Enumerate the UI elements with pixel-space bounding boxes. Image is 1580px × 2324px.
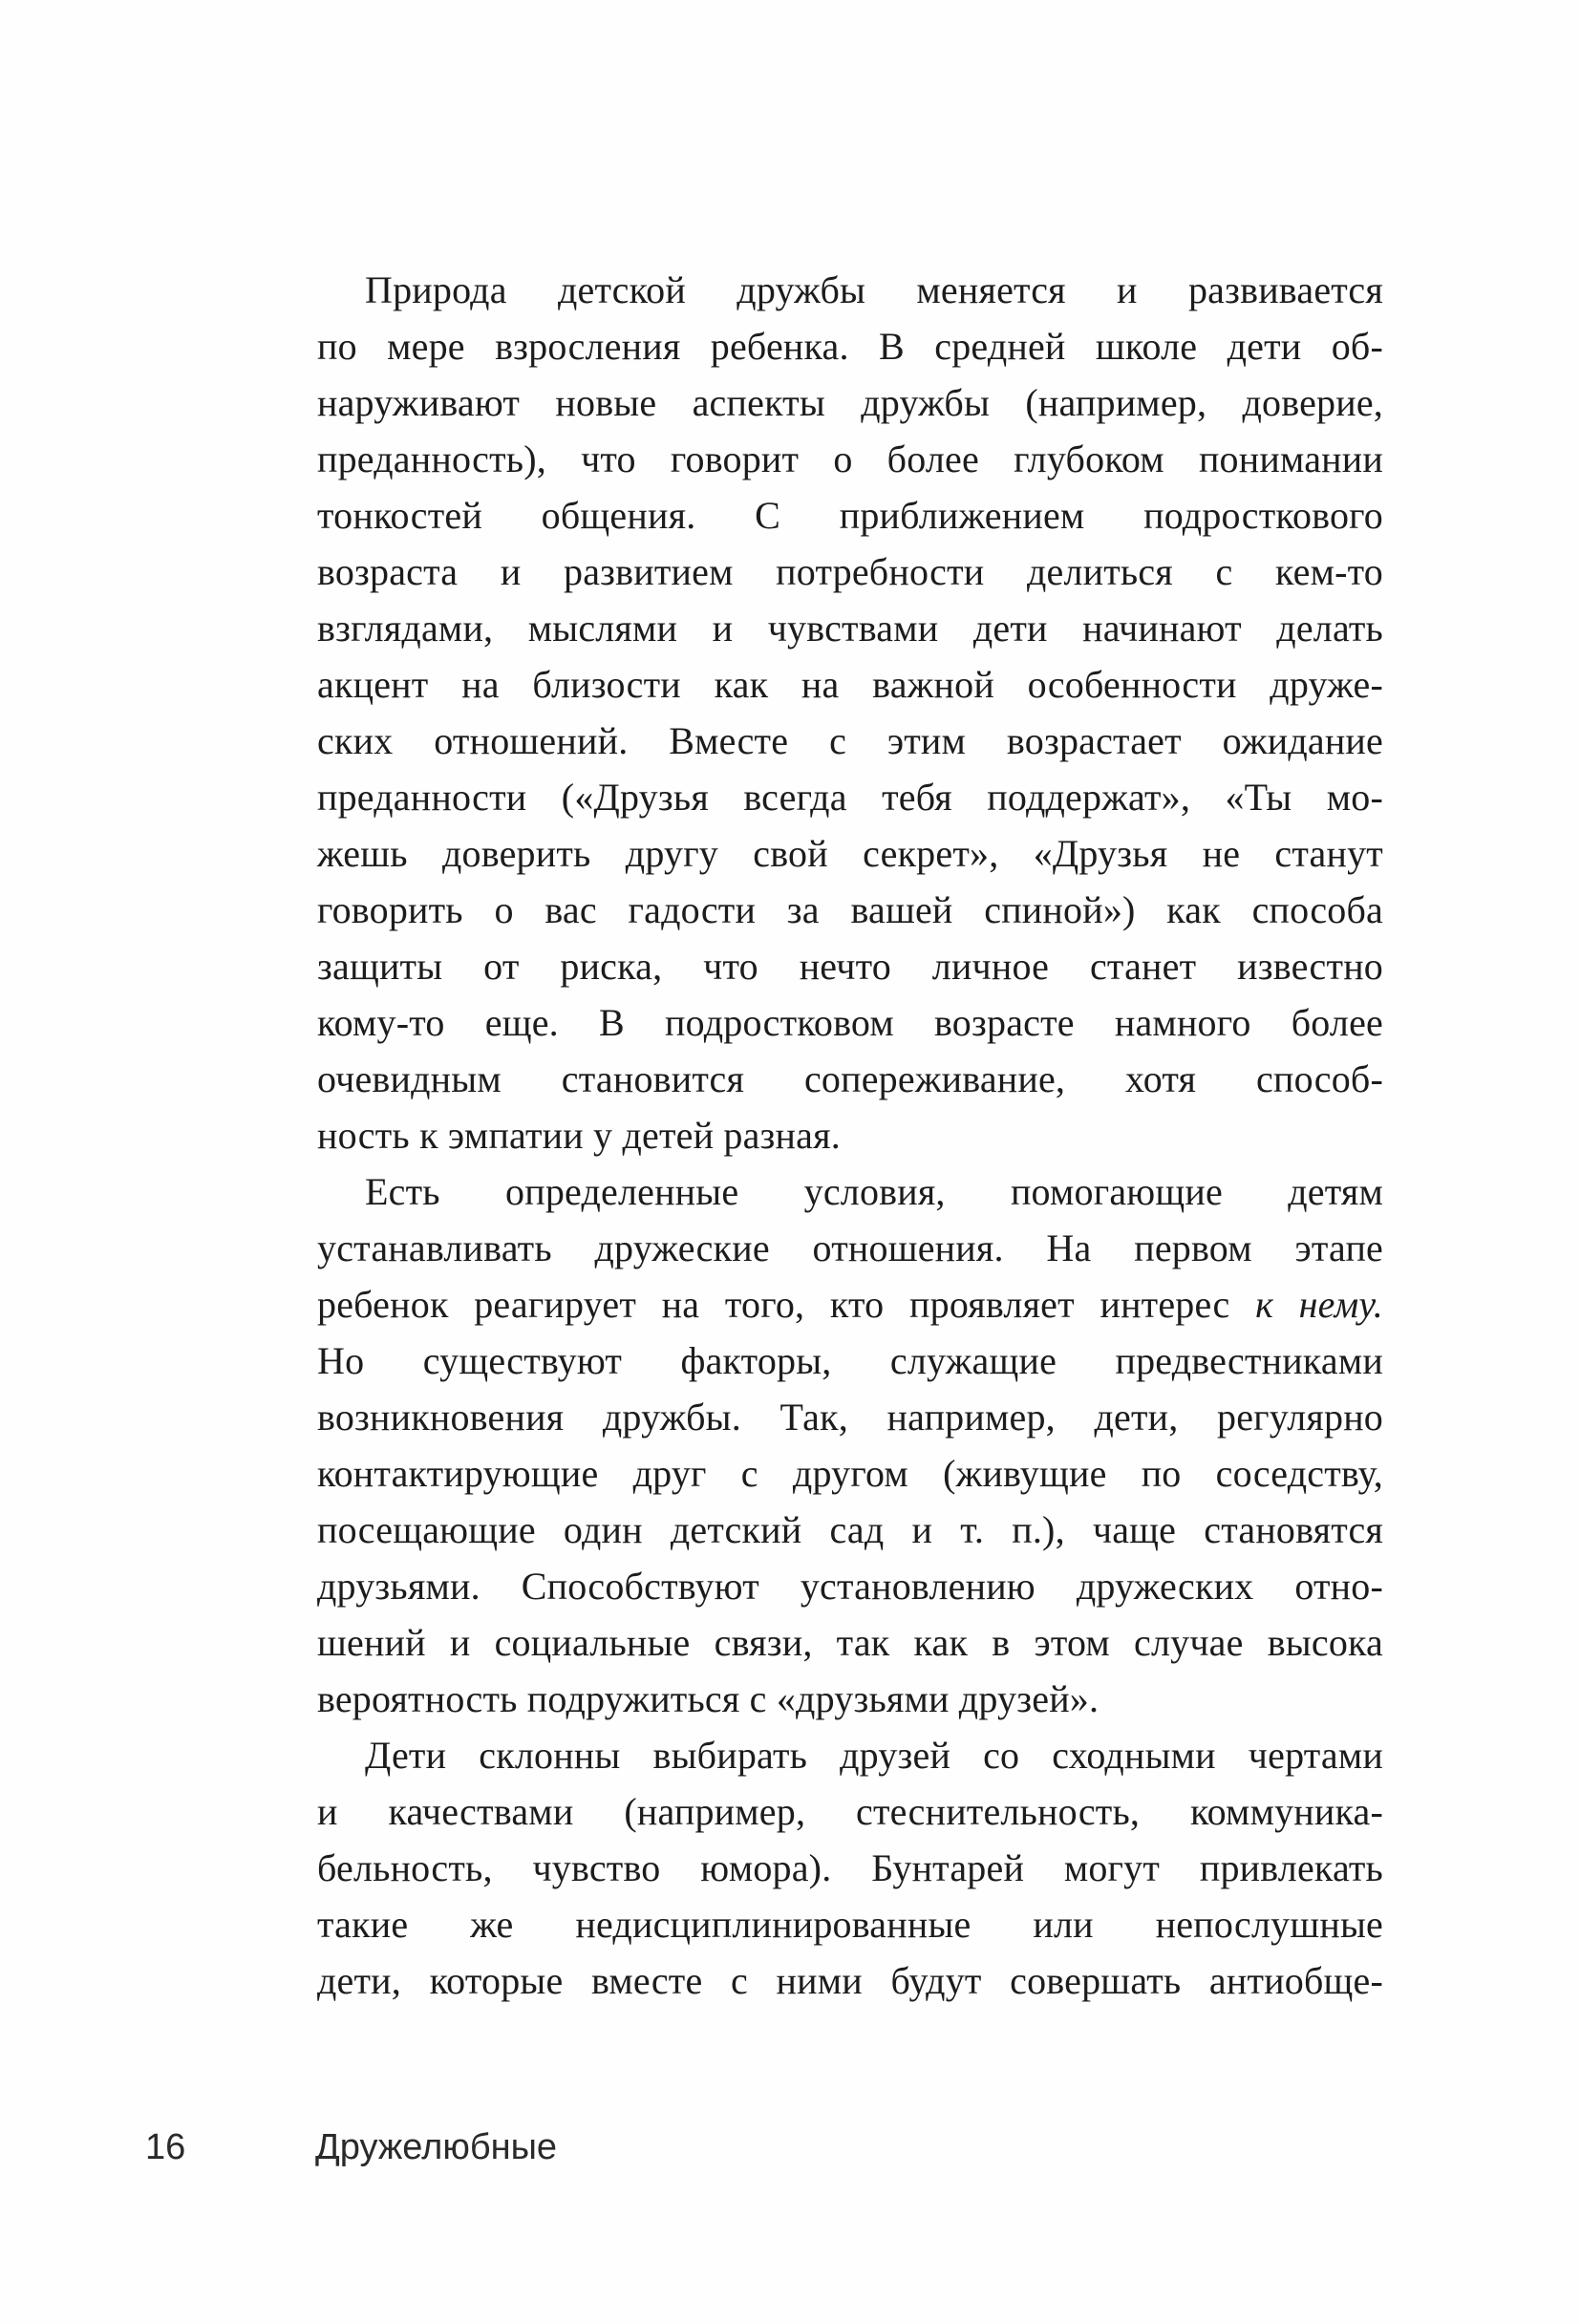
text-line [317, 1558, 1383, 1614]
text-line [317, 1333, 1383, 1389]
text-line [317, 431, 1383, 487]
text-line [317, 1445, 1383, 1502]
text-line [317, 1840, 1383, 1896]
text-segment: возраста и развитием потребности делиться с кем-то [317, 550, 1383, 593]
text-line [317, 713, 1383, 769]
text-line [317, 1220, 1383, 1276]
text-line [317, 882, 1383, 938]
text-segment: преданности («Друзья всегда тебя поддержат», «Ты мо- [317, 776, 1383, 819]
text-segment: акцент на близости как на важной особенности друже- [317, 663, 1383, 706]
text-line [317, 1502, 1383, 1558]
text-line [317, 487, 1383, 544]
text-segment: говорить о вас гадости за вашей спиной») как способа [317, 888, 1383, 931]
text-segment: Дети склонны выбирать друзей со сходными чертами [365, 1734, 1383, 1777]
text-segment: вероятность подружиться с «друзьями друзей». [317, 1677, 1100, 1720]
page-footer [0, 2126, 1580, 2172]
text-line [317, 994, 1383, 1051]
text-segment: взглядами, мыслями и чувствами дети начинают делать [317, 607, 1383, 650]
text-line [317, 262, 1383, 318]
text-line [317, 1952, 1383, 2009]
text-line [317, 938, 1383, 994]
text-segment: контактирующие друг с другом (живущие по соседству, [317, 1452, 1383, 1495]
text-line [317, 600, 1383, 656]
text-line [317, 544, 1383, 600]
text-segment: и качествами (например, стеснительность, коммуника- [317, 1790, 1383, 1833]
running-title: Дружелюбные [315, 2127, 558, 2167]
text-block [317, 262, 1383, 2009]
text-segment: ских отношений. Вместе с этим возрастает ожидание [317, 719, 1383, 762]
text-line [317, 1783, 1383, 1840]
paragraph [317, 262, 1383, 1163]
text-segment: бельность, чувство юмора). Бунтарей могут привлекать [317, 1846, 1383, 1889]
text-segment: наруживают новые аспекты дружбы (например, доверие, [317, 381, 1383, 424]
text-line [317, 825, 1383, 882]
text-segment: ребенок реагирует на того, кто проявляет интерес [317, 1283, 1256, 1326]
italic-text-segment: к нему. [1255, 1283, 1383, 1326]
text-segment: очевидным становится сопереживание, хотя способ- [317, 1057, 1383, 1100]
page-number: 16 [145, 2127, 186, 2167]
text-line [317, 769, 1383, 825]
text-line [317, 1389, 1383, 1445]
text-segment: шений и социальные связи, так как в этом случае высока [317, 1621, 1383, 1664]
paragraph [317, 1727, 1383, 2009]
text-line [317, 1671, 1383, 1727]
text-line [317, 1896, 1383, 1952]
text-segment: защиты от риска, что нечто личное станет известно [317, 945, 1383, 988]
text-segment: тонкостей общения. С приближением подросткового [317, 494, 1383, 537]
text-line [317, 1163, 1383, 1220]
text-segment: преданность), что говорит о более глубоком понимании [317, 437, 1383, 480]
text-line [317, 1107, 1383, 1163]
text-segment: Но существуют факторы, служащие предвестниками [317, 1339, 1383, 1382]
text-segment: друзьями. Способствуют установлению дружеских отно- [317, 1565, 1383, 1608]
text-line [317, 1727, 1383, 1783]
text-segment: Есть определенные условия, помогающие детям [365, 1170, 1383, 1213]
text-line [317, 1614, 1383, 1671]
text-segment: по мере взросления ребенка. В средней школе дети об- [317, 325, 1383, 368]
text-segment: ность к эмпатии у детей разная. [317, 1114, 841, 1157]
text-line [317, 318, 1383, 374]
text-line [317, 374, 1383, 431]
text-line [317, 656, 1383, 713]
text-segment: такие же недисциплинированные или непослушные [317, 1903, 1383, 1946]
text-segment: дети, которые вместе с ними будут совершать антиобще- [317, 1959, 1383, 2002]
text-line [317, 1276, 1383, 1333]
text-segment: возникновения дружбы. Так, например, дети, регулярно [317, 1396, 1383, 1439]
text-segment: жешь доверить другу свой секрет», «Друзья не станут [317, 832, 1383, 875]
text-segment: кому-то еще. В подростковом возрасте намного более [317, 1001, 1383, 1044]
text-segment: устанавливать дружеские отношения. На первом этапе [317, 1226, 1383, 1269]
text-line [317, 1051, 1383, 1107]
text-segment: Природа детской дружбы меняется и развивается [365, 268, 1383, 311]
text-segment: посещающие один детский сад и т. п.), чаще становятся [317, 1508, 1383, 1551]
paragraph [317, 1163, 1383, 1727]
